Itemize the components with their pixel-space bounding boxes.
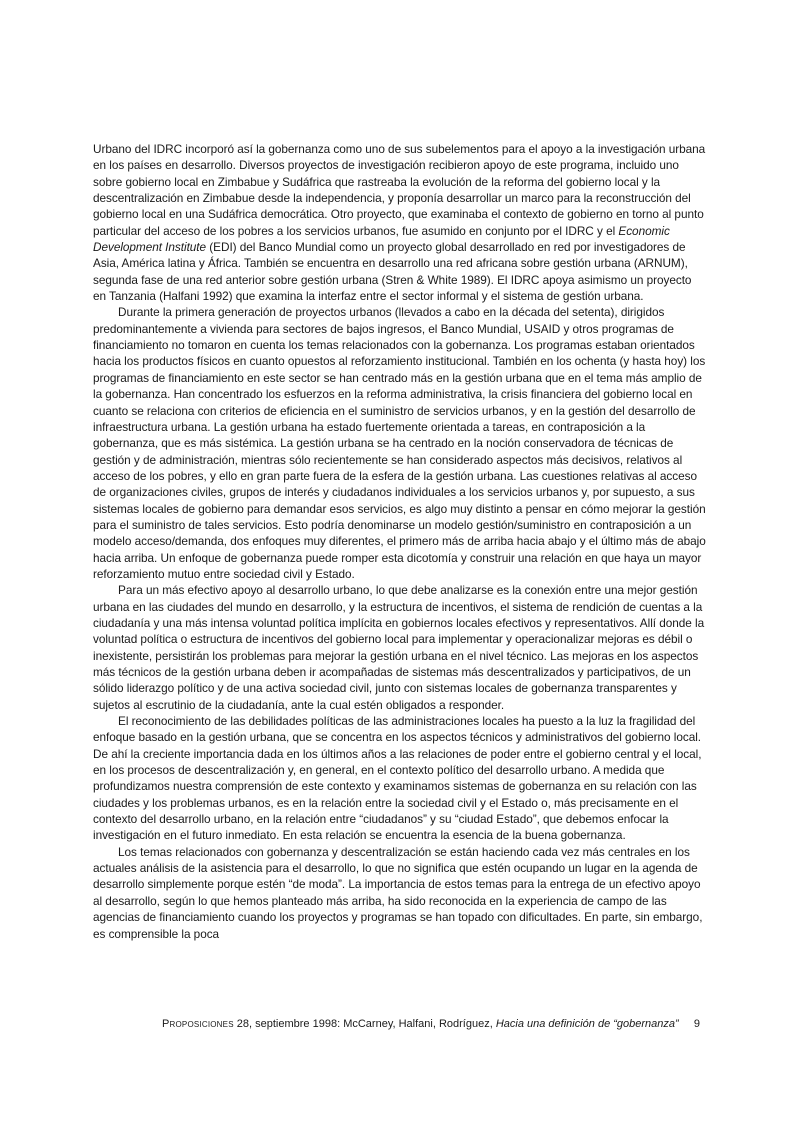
- paragraph-1: [93, 141, 707, 304]
- footer-article-title: Hacia una definición de “gobernanza”: [495, 1018, 679, 1030]
- page-number: 9: [693, 1018, 700, 1030]
- page-footer: [162, 1018, 710, 1030]
- italic-institute-name: Economic Development Institute: [93, 223, 670, 255]
- paragraph-1-text-a: Urbano del IDRC incorporó así la gobernanza como uno de sus subelementos para el apoyo a la investigación urbana en los países en desarrollo. Diversos proyectos de investigación recibieron apoyo de este programa, incluido uno sobre gobierno local en Zimbabue y Sudáfrica que rastreaba la evolución de la reforma del gobierno local y la descentralización en Zimbabue desde la independencia, y proponía desarrollar un marco para la reconstrucción del gobierno local en una Sudáfrica democrática. Otro proyecto, que examinaba el contexto de gobierno en torno al punto particular del acceso de los pobres a los servicios urbanos, fue asumido en conjunto por el IDRC y el: [93, 142, 706, 238]
- paragraph-1-text-b: (EDI) del Banco Mundial como un proyecto global desarrollado en red por investigadores de Asia, América latina y África. También se encuentra en desarrollo una red africana sobre gestión urbana (ARNUM), segunda fase de una red anterior sobre gestión urbana (Stren & White 1989). El IDRC apoya asimismo un proyecto en Tanzania (Halfani 1992) que examina la interfaz entre el sector informal y el sistema de gestión urbana.: [93, 240, 692, 304]
- footer-citation: 28, septiembre 1998: McCarney, Halfani, Rodríguez,: [233, 1018, 496, 1030]
- footer-journal-name: Proposiciones: [162, 1018, 234, 1030]
- paragraph-3: Para un más efectivo apoyo al desarrollo urbano, lo que debe analizarse es la conexión entre una mejor gestión urbana en las ciudades del mundo en desarrollo, y la estructura de incentivos, el sistema de rendición de cuentas a la ciudadanía y una más intensa voluntad política implícita en gobiernos locales efectivos y representativos. Allí donde la voluntad política o estructura de incentivos del gobierno local para implementar y operacionalizar mejoras es débil o inexistente, persistirán los problemas para mejorar la gestión urbana en el nivel técnico. Las mejoras en los aspectos más técnicos de la gestión urbana deben ir acompañadas de sistemas más descentralizados y participativos, de un sólido liderazgo político y de una activa sociedad civil, junto con sistemas locales de gobernanza transparentes y sujetos al escrutinio de la ciudadanía, ante la cual estén obligados a responder.: [93, 583, 705, 712]
- paragraph-5: Los temas relacionados con gobernanza y descentralización se están haciendo cada vez más centrales en los actuales análisis de la asistencia para el desarrollo, lo que no significa que estén ocupando un lugar en la agenda de desarrollo simplemente porque estén “de moda”. La importancia de estos temas para la entrega de un efectivo apoyo al desarrollo, según lo que hemos planteado más arriba, ha sido reconocida en la experiencia de campo de las agencias de financiamiento cuando los proyectos y programas se han topado con dificultades. En parte, sin embargo, es comprensible la poca: [93, 844, 703, 941]
- paragraph-2: Durante la primera generación de proyectos urbanos (llevados a cabo en la década del setenta), dirigidos predominantemente a vivienda para sectores de bajos ingresos, el Banco Mundial, USAID y otros programas de financiamiento no tomaron en cuenta los temas relacionados con la gobernanza. Los programas estaban orientados hacia los productos físicos en cuanto opuestos al reforzamiento institucional. También en los ochenta (y hasta hoy) los programas de financiamiento en este sector se han centrado más en la gestión urbana que en el tema más amplio de la gobernanza. Han concentrado los esfuerzos en la reforma administrativa, la crisis financiera del gobierno local en cuanto se relaciona con criterios de eficiencia en el suministro de servicios urbanos, y en la gestión del desarrollo de infraestructura urbana. La gestión urbana ha estado fuertemente orientada a tareas, en contraposición a la gobernanza, que es más sistémica. La gestión urbana se ha centrado en la noción conservadora de técnicas de gestión y de administración, mientras sólo recientemente se han considerado aspectos más decisivos, relativos al acceso de los pobres, y ello en gran parte fuera de la esfera de la gestión urbana. Las cuestiones relativas al acceso de organizaciones civiles, grupos de interés y ciudadanos individuales a los servicios urbanos y, por supuesto, a sus sistemas locales de gobierno para demandar esos servicios, es algo muy distinto a pensar en cómo mejorar la gestión para el suministro de tales servicios. Esto podría denominarse un modelo gestión/suministro en contraposición a un modelo acceso/demanda, dos enfoques muy diferentes, el primero más de arriba hacia abajo y el último más de abajo hacia arriba. Un enfoque de gobernanza puede romper esta dicotomía y construir una relación en que haya un mayor reforzamiento mutuo entre sociedad civil y Estado.: [93, 305, 706, 581]
- body-text: [93, 141, 707, 942]
- paragraph-4: El reconocimiento de las debilidades políticas de las administraciones locales ha puesto a la luz la fragilidad del enfoque basado en la gestión urbana, que se concentra en los aspectos técnicos y administrativos del gobierno local. De ahí la creciente importancia dada en los últimos años a las relaciones de poder entre el gobierno central y el local, en los procesos de descentralización y, en general, en el contexto político del desarrollo urbano. A medida que profundizamos nuestra comprensión de este contexto y examinamos sistemas de gobernanza en su relación con las ciudades y los problemas urbanos, es en la relación entre la sociedad civil y el Estado o, más precisamente en el contexto del desarrollo urbano, en la relación entre “ciudadanos” y su “ciudad Estado”, que debemos enfocar la investigación en el futuro inmediato. En esta relación se encuentra la esencia de la buena gobernanza.: [93, 714, 702, 843]
